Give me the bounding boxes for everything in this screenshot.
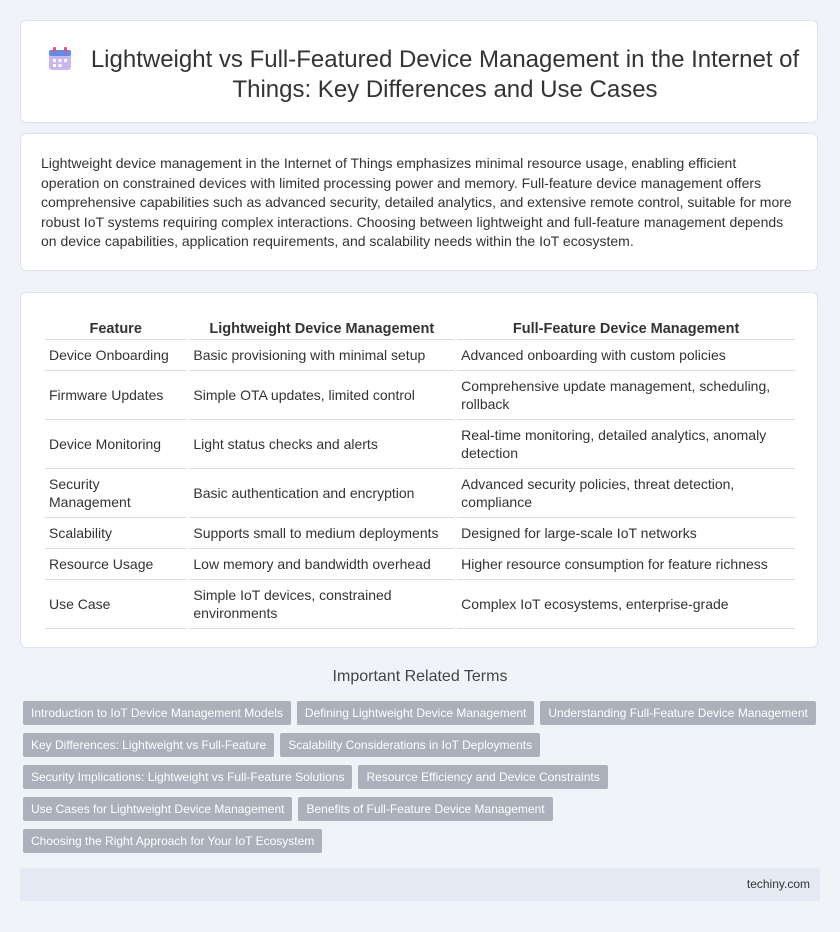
intro-paragraph: Lightweight device management in the Internet of Things emphasizes minimal resource usage, enabling efficient operation on constrained devices with limited processing power and memory. Full-feature device management offers comprehensive capabilities such as advanced security, detailed analytics, and extensive remote control, suitable for more robust IoT systems requiring complex interactions. Choosing between lightweight and full-feature management depends on device capabilities, application requirements, and scalability needs within the IoT ecosystem. <box>41 155 792 250</box>
related-term-tag[interactable]: Introduction to IoT Device Management Models <box>23 701 291 725</box>
table-cell: Supports small to medium deployments <box>189 518 454 549</box>
related-term-tag[interactable]: Understanding Full-Feature Device Management <box>540 701 815 725</box>
table-row <box>45 518 795 549</box>
intro-card <box>20 133 818 271</box>
tag-row <box>23 701 823 725</box>
related-term-tag[interactable]: Scalability Considerations in IoT Deployments <box>280 733 540 757</box>
table-cell: Low memory and bandwidth overhead <box>189 549 454 580</box>
comparison-table <box>42 313 798 629</box>
table-cell: Real-time monitoring, detailed analytics, anomaly detection <box>457 420 795 469</box>
table-cell: Advanced security policies, threat detection, compliance <box>457 469 795 518</box>
related-term-tag[interactable]: Benefits of Full-Feature Device Management <box>298 797 552 821</box>
table-cell: Complex IoT ecosystems, enterprise-grade <box>457 580 795 629</box>
table-cell: Higher resource consumption for feature richness <box>457 549 795 580</box>
table-row <box>45 549 795 580</box>
table-cell: Basic authentication and encryption <box>189 469 454 518</box>
table-cell: Simple IoT devices, constrained environments <box>189 580 454 629</box>
table-cell: Basic provisioning with minimal setup <box>189 340 454 371</box>
table-row <box>45 580 795 629</box>
table-cell: Scalability <box>45 518 186 549</box>
table-cell: Advanced onboarding with custom policies <box>457 340 795 371</box>
tag-row <box>23 765 823 789</box>
tag-row <box>23 733 823 757</box>
table-cell: Simple OTA updates, limited control <box>189 371 454 420</box>
related-term-tag[interactable]: Key Differences: Lightweight vs Full-Feature <box>23 733 274 757</box>
header-lightweight: Lightweight Device Management <box>189 313 454 340</box>
related-term-tag[interactable]: Defining Lightweight Device Management <box>297 701 534 725</box>
footer-site-link[interactable]: techiny.com <box>746 877 810 891</box>
table-row <box>45 420 795 469</box>
table-row <box>45 371 795 420</box>
related-term-tag[interactable]: Security Implications: Lightweight vs Full-Feature Solutions <box>23 765 352 789</box>
related-terms-title: Important Related Terms <box>332 668 508 685</box>
table-row <box>45 340 795 371</box>
calendar-icon <box>47 46 73 72</box>
table-cell: Use Case <box>45 580 186 629</box>
title-card <box>20 20 818 123</box>
header-feature: Feature <box>45 313 186 340</box>
comparison-card <box>20 292 818 648</box>
tag-row <box>23 797 823 821</box>
header-full-feature: Full-Feature Device Management <box>457 313 795 340</box>
table-cell: Resource Usage <box>45 549 186 580</box>
table-cell: Comprehensive update management, scheduling, rollback <box>457 371 795 420</box>
table-cell: Device Monitoring <box>45 420 186 469</box>
related-terms-tags <box>23 701 823 861</box>
related-term-tag[interactable]: Choosing the Right Approach for Your IoT Ecosystem <box>23 829 322 853</box>
related-term-tag[interactable]: Use Cases for Lightweight Device Management <box>23 797 292 821</box>
footer <box>20 868 820 901</box>
table-cell: Firmware Updates <box>45 371 186 420</box>
table-cell: Designed for large-scale IoT networks <box>457 518 795 549</box>
tag-row <box>23 829 823 853</box>
table-cell: Light status checks and alerts <box>189 420 454 469</box>
related-term-tag[interactable]: Resource Efficiency and Device Constraints <box>358 765 607 789</box>
table-row <box>45 469 795 518</box>
table-cell: Device Onboarding <box>45 340 186 371</box>
page-title: Lightweight vs Full-Featured Device Management in the Internet of Things: Key Differences and Use Cases <box>90 46 800 103</box>
table-cell: Security Management <box>45 469 186 518</box>
table-header-row <box>45 313 795 340</box>
